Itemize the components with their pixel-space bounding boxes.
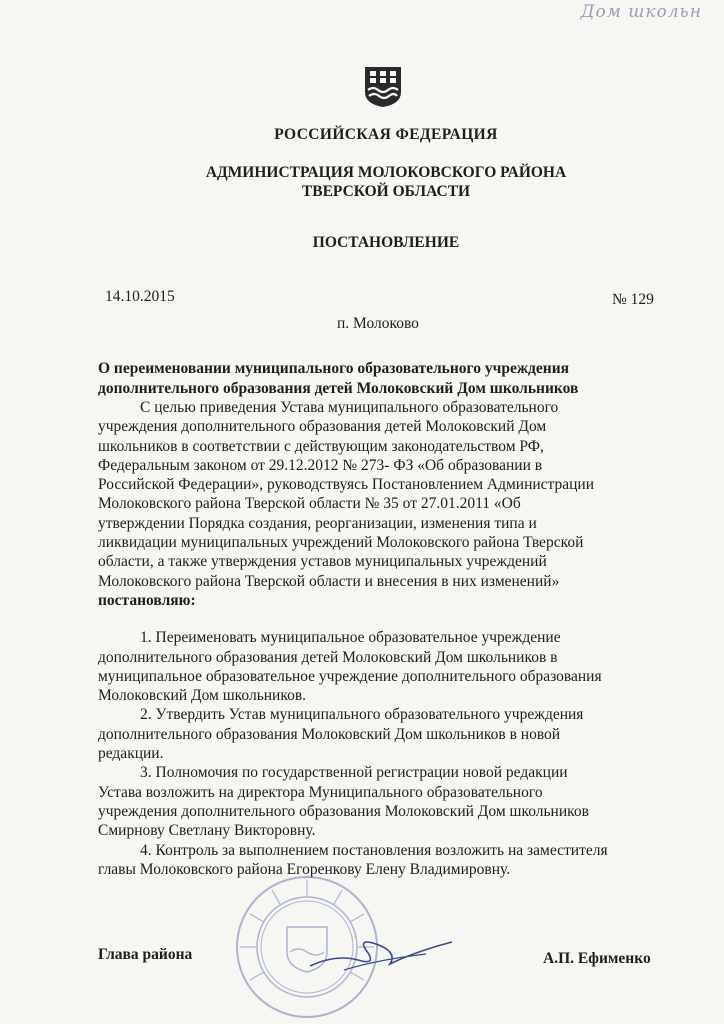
item-line: муниципальное образовательное учреждение дополнительного образования — [98, 667, 602, 685]
preamble-line: Федеральным законом от 29.12.2012 № 273- ФЗ «Об образовании в — [98, 456, 543, 474]
document-place: п. Молоково — [337, 315, 419, 332]
preamble-line: области, а также утверждения уставов муниципальных учреждений — [98, 553, 547, 571]
preamble-line: ликвидации муниципальных учреждений Молоковского района Тверской — [98, 534, 584, 552]
subject-line: дополнительного образования детей Молоковский Дом школьников — [98, 380, 579, 397]
item-line: 2. Утвердить Устав муниципального образовательного учреждения — [140, 706, 584, 724]
document-body — [98, 398, 668, 879]
preamble-line: Молоковского района Тверской области и внесения в них изменений» — [98, 572, 560, 590]
item-line: Смирнову Светлану Викторовну. — [98, 822, 316, 840]
signatory-title: Глава района — [98, 946, 193, 963]
country-heading: РОССИЙСКАЯ ФЕДЕРАЦИЯ — [274, 126, 498, 143]
preamble-line: С целью приведения Устава муниципального образовательного — [140, 399, 559, 416]
handwritten-note: Дом школьн — [580, 2, 702, 22]
document-date: 14.10.2015 — [105, 288, 175, 305]
item-line: Устава возложить на директора Муниципального образовательного — [98, 783, 543, 801]
document-type: ПОСТАНОВЛЕНИЕ — [312, 234, 460, 251]
list-item — [98, 628, 668, 705]
item-line: 3. Полномочия по государственной регистрации новой редакции — [140, 764, 568, 782]
item-line: 4. Контроль за выполнением постановления возложить на заместителя — [140, 841, 608, 859]
preamble-line: учреждения дополнительного образования детей Молоковский Дом — [98, 418, 547, 436]
preamble — [98, 398, 668, 610]
administration-heading-line1: АДМИНИСТРАЦИЯ МОЛОКОВСКОГО РАЙОНА — [205, 164, 567, 181]
item-line: дополнительного образования Молоковский Дом школьников в новой — [98, 725, 561, 743]
document-number: № 129 — [612, 291, 654, 308]
item-line: учреждения дополнительного образования Молоковский Дом школьников — [98, 802, 589, 820]
document-subject — [98, 359, 658, 399]
list-item — [98, 763, 668, 840]
list-item — [98, 705, 668, 763]
item-line: дополнительного образования детей Молоковский Дом школьников в — [98, 648, 558, 666]
coat-of-arms-icon — [364, 66, 402, 108]
administration-heading-line2: ТВЕРСКОЙ ОБЛАСТИ — [301, 183, 471, 200]
preamble-line: Российской Федерации», руководствуясь Постановлением Администрации — [98, 476, 595, 494]
item-line: главы Молоковского района Егоренкову Елену Владимировну. — [98, 860, 511, 878]
resolve-word: постановляю: — [98, 591, 196, 609]
administration-heading — [0, 163, 724, 201]
preamble-line: утверждении Порядка создания, реорганизации, изменения типа и — [98, 514, 537, 532]
preamble-line: школьников в соответствии с действующим законодательством РФ, — [98, 437, 544, 455]
item-line: Молоковский Дом школьников. — [98, 687, 307, 705]
item-line: 1. Переименовать муниципальное образовательное учреждение — [140, 629, 561, 647]
subject-line: О переименовании муниципального образовательного учреждения — [98, 360, 570, 377]
signature-mark-icon — [306, 930, 456, 980]
item-line: редакции. — [98, 745, 164, 763]
preamble-line: Молоковского района Тверской области № 35 от 27.01.2011 «Об — [98, 495, 521, 513]
list-item — [98, 841, 668, 880]
signatory-name: А.П. Ефименко — [543, 950, 651, 967]
